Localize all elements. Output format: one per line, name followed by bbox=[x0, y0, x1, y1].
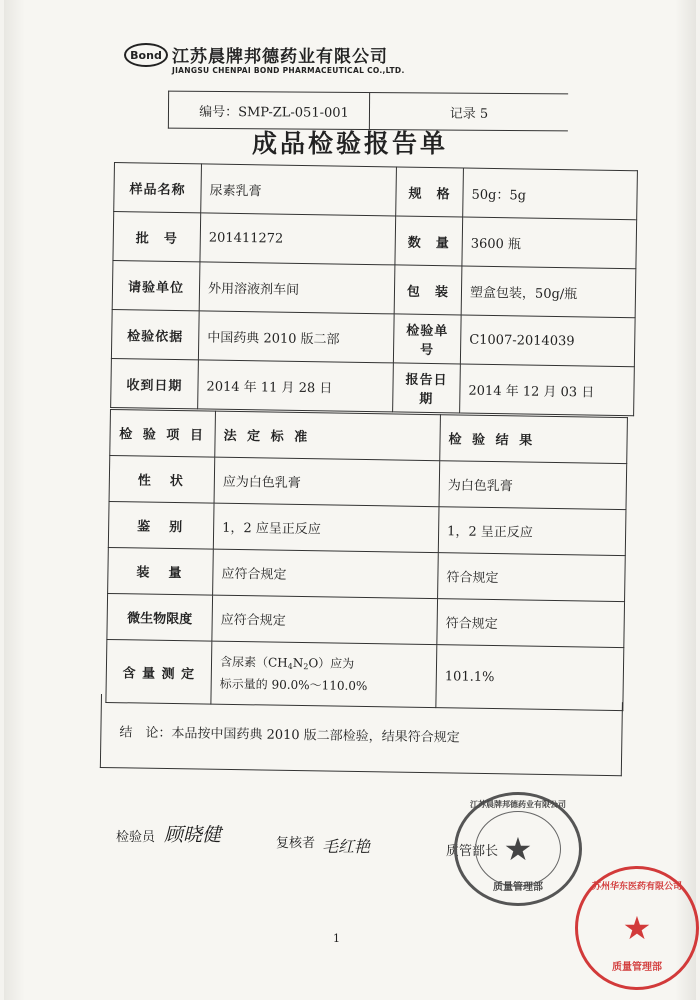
inspector-signature: 顾晓健 bbox=[164, 824, 222, 846]
item-name: 微生物限度 bbox=[107, 593, 213, 641]
item-header: 检 验 项 目 bbox=[110, 410, 216, 458]
item-result: 1，2 呈正反应 bbox=[438, 507, 626, 556]
doc-number: 编号：SMP-ZL-051-001 bbox=[179, 92, 370, 129]
item-standard: 1，2 应呈正反应 bbox=[213, 503, 439, 553]
report-date-value: 2014 年 12 月 03 日 bbox=[460, 364, 635, 416]
assay-standard-line1: 含尿素$(CH_4N_2O)$应为 bbox=[219, 654, 355, 671]
seal-dept-text: 质量管理部 bbox=[493, 882, 543, 893]
company-name-cn: 江苏晨牌邦德药业有限公司 bbox=[172, 47, 388, 67]
spec-label: 规 格 bbox=[396, 167, 464, 217]
star-icon: ★ bbox=[622, 909, 652, 947]
company-seal-stamp bbox=[454, 792, 582, 906]
record-number: 记录 5 bbox=[449, 106, 489, 122]
report-no-value: C1007-2014039 bbox=[460, 315, 635, 367]
item-result: 符合规定 bbox=[437, 599, 625, 648]
received-label: 收到日期 bbox=[111, 358, 199, 408]
company-name-en: JIANGSU CHENPAI BOND PHARMACEUTICAL CO.,LTD. bbox=[172, 66, 405, 75]
item-standard: 应符合规定 bbox=[213, 549, 439, 599]
info-table bbox=[110, 162, 638, 416]
quantity-value: 3600 瓶 bbox=[462, 217, 637, 269]
qa-seal-dept-text: 质量管理部 bbox=[612, 962, 662, 973]
item-standard: 应为白色乳膏 bbox=[214, 457, 440, 507]
standard-header: 法 定 标 准 bbox=[215, 411, 441, 461]
report-date-label: 报告日期 bbox=[393, 363, 461, 413]
reviewer-label: 复核者 bbox=[276, 836, 316, 851]
inspector-label: 检验员 bbox=[116, 830, 156, 845]
assay-standard-line2: 标示量的 90.0%～110.0% bbox=[219, 676, 368, 693]
company-header bbox=[124, 40, 414, 80]
table-row bbox=[114, 163, 638, 220]
unit-value: 外用溶液剂车间 bbox=[199, 262, 395, 314]
batch-label: 批 号 bbox=[113, 212, 201, 262]
item-name: 性 状 bbox=[109, 456, 215, 504]
item-name: 装 量 bbox=[108, 547, 214, 595]
table-row bbox=[111, 358, 635, 415]
star-icon: ★ bbox=[503, 830, 533, 868]
reviewer-signature: 毛红艳 bbox=[322, 837, 371, 856]
test-items-table bbox=[105, 409, 628, 711]
item-result: 101.1% bbox=[436, 645, 624, 711]
seal-company-text: 江苏晨牌邦德药业有限公司 bbox=[470, 800, 566, 809]
item-result: 为白色乳膏 bbox=[439, 461, 627, 510]
table-row bbox=[113, 212, 637, 269]
quantity-label: 数 量 bbox=[395, 216, 463, 266]
conclusion-text: 结 论：本品按中国药典 2010 版二部检验，结果符合规定 bbox=[119, 725, 460, 746]
page-number: 1 bbox=[333, 932, 340, 945]
table-row bbox=[112, 260, 636, 317]
qa-seal-company-text: 苏州华东医药有限公司 bbox=[591, 882, 682, 892]
batch-value: 201411272 bbox=[200, 213, 396, 265]
table-row bbox=[109, 456, 627, 510]
received-value: 2014 年 11 月 28 日 bbox=[198, 360, 394, 412]
table-header-row bbox=[110, 410, 628, 464]
item-name: 鉴 别 bbox=[108, 501, 214, 549]
report-no-label: 检验单号 bbox=[393, 314, 461, 364]
item-standard: 应符合规定 bbox=[212, 595, 438, 645]
spec-value: 50g：5g bbox=[463, 168, 638, 220]
item-result: 符合规定 bbox=[438, 553, 626, 602]
qa-seal-stamp bbox=[575, 866, 699, 990]
page-title: 成品检验报告单 bbox=[251, 129, 448, 158]
result-header: 检 验 结 果 bbox=[440, 415, 628, 464]
qa-head-label: 质管部长 bbox=[446, 844, 499, 859]
basis-label: 检验依据 bbox=[111, 309, 199, 359]
basis-value: 中国药典 2010 版二部 bbox=[198, 311, 394, 363]
table-row bbox=[108, 501, 626, 555]
unit-label: 请验单位 bbox=[112, 260, 200, 310]
package-label: 包 装 bbox=[394, 265, 462, 315]
conclusion-box bbox=[100, 694, 623, 776]
table-row bbox=[107, 593, 625, 647]
package-value: 塑盒包装，50g/瓶 bbox=[461, 266, 636, 318]
company-logo: Bond bbox=[124, 43, 168, 67]
sample-name-label: 样品名称 bbox=[114, 163, 202, 213]
item-name: 含 量 测 定 bbox=[106, 639, 212, 704]
table-row bbox=[108, 547, 626, 601]
table-row bbox=[111, 309, 635, 366]
sample-name-value: 尿素乳膏 bbox=[201, 164, 397, 216]
